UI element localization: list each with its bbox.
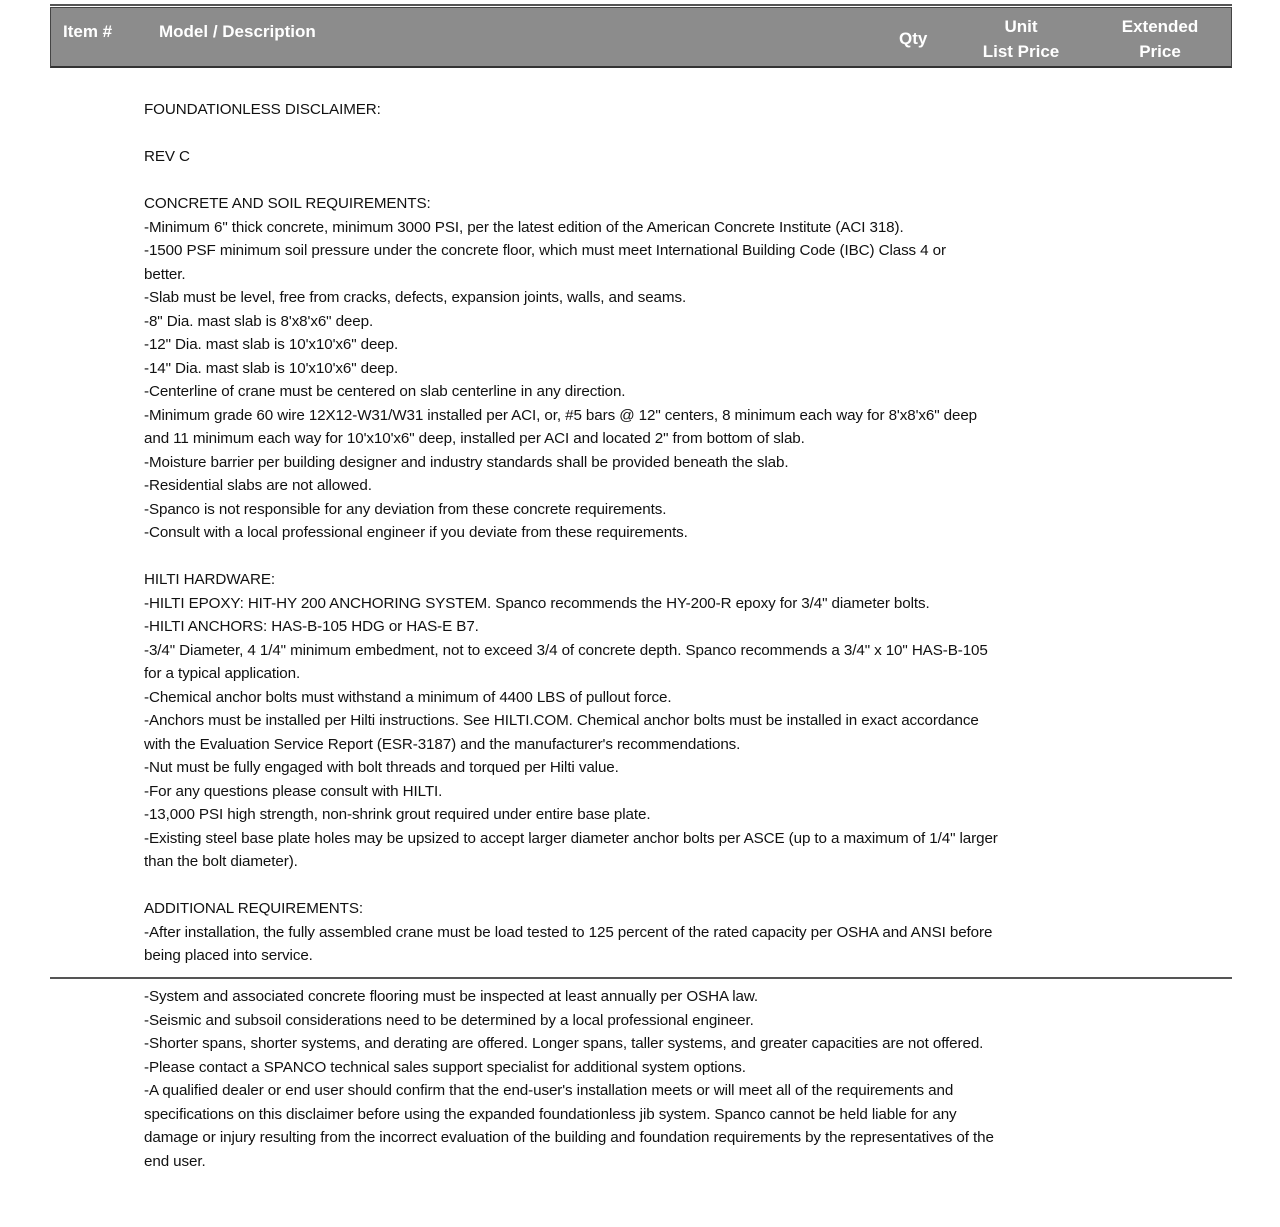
disclaimer-continued — [144, 985, 1124, 1173]
text-line: being placed into service. — [144, 947, 313, 964]
text-line: -Moisture barrier per building designer and industry standards shall be provided beneath the slab. — [144, 453, 789, 471]
text-line: damage or injury resulting from the incorrect evaluation of the building and foundation requirements by the representatives of the — [144, 1129, 994, 1146]
text-line: -Shorter spans, shorter systems, and derating are offered. Longer spans, taller systems, and greater capacities are not offered. — [144, 1035, 984, 1052]
text-line: -System and associated concrete flooring must be inspected at least annually per OSHA law. — [144, 988, 759, 1005]
text-line: -Please contact a SPANCO technical sales support specialist for additional system options. — [144, 1058, 746, 1076]
text-line: -Minimum grade 60 wire 12X12-W31/W31 installed per ACI, or, #5 bars @ 12" centers, 8 minimum each way for 8'x8'x6" deep — [144, 406, 978, 424]
text-line: -HILTI ANCHORS: HAS-B-105 HDG or HAS-E B7. — [144, 618, 479, 635]
disclaimer-body — [144, 98, 1124, 968]
text-line: -Anchors must be installed per Hilti instructions. See HILTI.COM. Chemical anchor bolts must be installed in exact accordance — [144, 712, 979, 729]
section-divider — [50, 977, 1232, 979]
hilti-heading: HILTI HARDWARE: — [144, 571, 275, 588]
text-line: -Residential slabs are not allowed. — [144, 477, 372, 494]
unit-price-line1: Unit — [1004, 17, 1038, 36]
additional-requirements-list — [144, 921, 1124, 968]
extended-price-line2: Price — [1139, 42, 1181, 61]
text-line: -For any questions please consult with HILTI. — [144, 782, 443, 800]
text-line: -Existing steel base plate holes may be upsized to accept larger diameter anchor bolts per ASCE (up to a maximum of 1/4" larger — [144, 829, 998, 847]
column-header-item: Item # — [63, 22, 113, 41]
column-header-extended-price — [1101, 14, 1219, 64]
text-line: -8" Dia. mast slab is 8'x8'x6" deep. — [144, 312, 374, 330]
text-line: for a typical application. — [144, 665, 301, 682]
text-line: -12" Dia. mast slab is 10'x10'x6" deep. — [144, 336, 399, 353]
column-header-description: Model / Description — [159, 22, 316, 41]
text-line: -HILTI EPOXY: HIT-HY 200 ANCHORING SYSTEM. Spanco recommends the HY-200-R epoxy for 3/4" diameter bolts. — [144, 594, 930, 612]
hilti-hardware-list — [144, 592, 1124, 874]
text-line: -13,000 PSI high strength, non-shrink grout required under entire base plate. — [144, 806, 651, 823]
text-line: -1500 PSF minimum soil pressure under the concrete floor, which must meet International Building Code (IBC) Class 4 or — [144, 242, 946, 259]
extended-price-line1: Extended — [1121, 17, 1199, 36]
text-line: and 11 minimum each way for 10'x10'x6" deep, installed per ACI and located 2" from bottom of slab. — [144, 430, 805, 447]
concrete-requirements-list — [144, 216, 1124, 545]
text-line: end user. — [144, 1152, 206, 1170]
text-line: -Nut must be fully engaged with bolt threads and torqued per Hilti value. — [144, 759, 619, 776]
unit-price-line2: List Price — [982, 42, 1060, 61]
text-line: better. — [144, 265, 186, 283]
text-line: -Seismic and subsoil considerations need to be determined by a local professional engineer. — [144, 1011, 754, 1029]
text-line: -Slab must be level, free from cracks, defects, expansion joints, walls, and seams. — [144, 289, 687, 306]
text-line: -After installation, the fully assembled crane must be load tested to 125 percent of the rated capacity per OSHA and ANSI before — [144, 923, 993, 941]
disclaimer-title: FOUNDATIONLESS DISCLAIMER: — [144, 101, 381, 118]
additional-heading: ADDITIONAL REQUIREMENTS: — [144, 900, 363, 917]
text-line: -Consult with a local professional engineer if you deviate from these requirements. — [144, 524, 688, 541]
table-header — [50, 7, 1232, 68]
revision-label: REV C — [144, 148, 190, 165]
column-header-qty: Qty — [899, 29, 928, 48]
concrete-heading: CONCRETE AND SOIL REQUIREMENTS: — [144, 195, 431, 212]
continued-requirements-list — [144, 985, 1124, 1173]
text-line: than the bolt diameter). — [144, 853, 298, 870]
text-line: -A qualified dealer or end user should confirm that the end-user's installation meets or will meet all of the requirements and — [144, 1082, 954, 1099]
text-line: -Spanco is not responsible for any deviation from these concrete requirements. — [144, 500, 667, 518]
text-line: -Minimum 6" thick concrete, minimum 3000 PSI, per the latest edition of the American Concrete Institute (ACI 318). — [144, 218, 904, 236]
text-line: -Centerline of crane must be centered on slab centerline in any direction. — [144, 383, 626, 400]
top-rule — [50, 4, 1232, 6]
text-line: -Chemical anchor bolts must withstand a minimum of 4400 LBS of pullout force. — [144, 688, 672, 706]
text-line: specifications on this disclaimer before using the expanded foundationless jib system. Spanco cannot be held liable for any — [144, 1105, 957, 1123]
column-header-unit-list-price — [961, 14, 1081, 64]
text-line: -3/4" Diameter, 4 1/4" minimum embedment, not to exceed 3/4 of concrete depth. Spanco recommends a 3/4" x 10" HAS-B-105 — [144, 641, 988, 659]
text-line: with the Evaluation Service Report (ESR-3187) and the manufacturer's recommendations. — [144, 735, 741, 753]
text-line: -14" Dia. mast slab is 10'x10'x6" deep. — [144, 359, 399, 377]
